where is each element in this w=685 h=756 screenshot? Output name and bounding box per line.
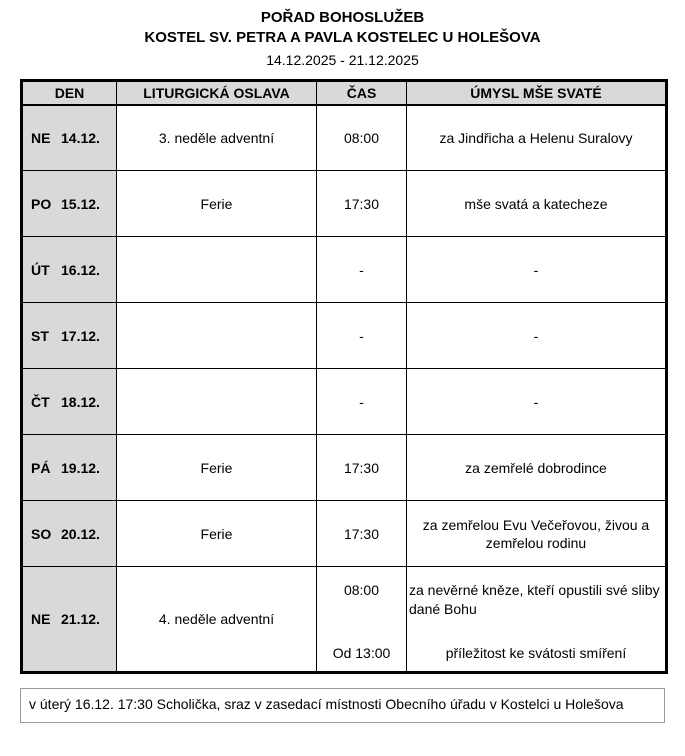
day-cell xyxy=(22,369,117,435)
footer-note: v úterý 16.12. 17:30 Scholička, sraz v zasedací místnosti Obecního úřadu v Kostelci u Holešova xyxy=(20,688,665,722)
day-date: 20.12. xyxy=(61,525,100,542)
table-row xyxy=(22,171,667,237)
day-date: 21.12. xyxy=(61,611,100,628)
time-secondary: Od 13:00 xyxy=(332,645,391,662)
table-row xyxy=(22,303,667,369)
time-cell xyxy=(317,567,407,673)
day-cell xyxy=(22,105,117,171)
intention-cell: za zemřelé dobrodince xyxy=(407,435,667,501)
day-abbr: NE xyxy=(31,611,51,628)
table-row xyxy=(22,369,667,435)
day-abbr: ST xyxy=(31,327,49,344)
time-cell: - xyxy=(317,369,407,435)
intention-secondary: příležitost ke svátosti smíření xyxy=(445,645,627,662)
time-primary: 08:00 xyxy=(343,582,380,599)
table-row xyxy=(22,237,667,303)
intention-cell: za Jindřicha a Helenu Suralovy xyxy=(407,105,667,171)
page-title: POŘAD BOHOSLUŽEB xyxy=(260,9,425,26)
table-header xyxy=(22,81,667,105)
day-abbr: PO xyxy=(31,195,52,212)
day-date: 17.12. xyxy=(61,327,100,344)
day-date: 14.12. xyxy=(61,130,100,147)
day-cell xyxy=(22,171,117,237)
col-header-den: DEN xyxy=(22,81,117,105)
intention-cell xyxy=(407,567,667,673)
intention-cell: - xyxy=(407,303,667,369)
celebration-cell: Ferie xyxy=(117,435,317,501)
time-cell: 08:00 xyxy=(317,105,407,171)
col-header-cas: ČAS xyxy=(317,81,407,105)
day-date: 16.12. xyxy=(61,261,100,278)
celebration-cell: Ferie xyxy=(117,501,317,567)
celebration-cell xyxy=(117,369,317,435)
day-date: 15.12. xyxy=(61,195,100,212)
schedule-table xyxy=(20,79,668,674)
day-abbr: NE xyxy=(31,130,51,147)
day-abbr: PÁ xyxy=(31,459,51,476)
day-abbr: ČT xyxy=(31,393,50,410)
church-subtitle: KOSTEL SV. PETRA A PAVLA KOSTELEC U HOLEŠOVA xyxy=(144,29,541,47)
intention-cell: za zemřelou Evu Večeřovou, živou a zemřelou rodinu xyxy=(407,501,667,567)
time-cell: 17:30 xyxy=(317,435,407,501)
day-cell xyxy=(22,435,117,501)
day-cell xyxy=(22,237,117,303)
time-cell: 17:30 xyxy=(317,171,407,237)
intention-cell: mše svatá a katecheze xyxy=(407,171,667,237)
day-cell xyxy=(22,501,117,567)
day-abbr: SO xyxy=(31,525,52,542)
celebration-cell: Ferie xyxy=(117,171,317,237)
celebration-cell xyxy=(117,303,317,369)
day-abbr: ÚT xyxy=(31,261,50,278)
col-header-umysl: ÚMYSL MŠE SVATÉ xyxy=(407,81,667,105)
time-cell: 17:30 xyxy=(317,501,407,567)
table-row xyxy=(22,105,667,171)
day-cell xyxy=(22,303,117,369)
celebration-cell: 3. neděle adventní xyxy=(117,105,317,171)
intention-cell: - xyxy=(407,237,667,303)
day-date: 19.12. xyxy=(61,459,100,476)
table-row xyxy=(22,501,667,567)
day-date: 18.12. xyxy=(61,393,100,410)
celebration-cell xyxy=(117,237,317,303)
document-header xyxy=(20,8,665,69)
table-row xyxy=(22,435,667,501)
intention-primary: za nevěrné kněze, kteří opustili své sliby dané Bohu xyxy=(409,582,660,617)
time-cell: - xyxy=(317,303,407,369)
col-header-oslava: LITURGICKÁ OSLAVA xyxy=(117,81,317,105)
day-cell xyxy=(22,567,117,673)
table-row xyxy=(22,567,667,673)
date-range: 14.12.2025 - 21.12.2025 xyxy=(266,51,419,68)
celebration-cell: 4. neděle adventní xyxy=(117,567,317,673)
intention-cell: - xyxy=(407,369,667,435)
time-cell: - xyxy=(317,237,407,303)
